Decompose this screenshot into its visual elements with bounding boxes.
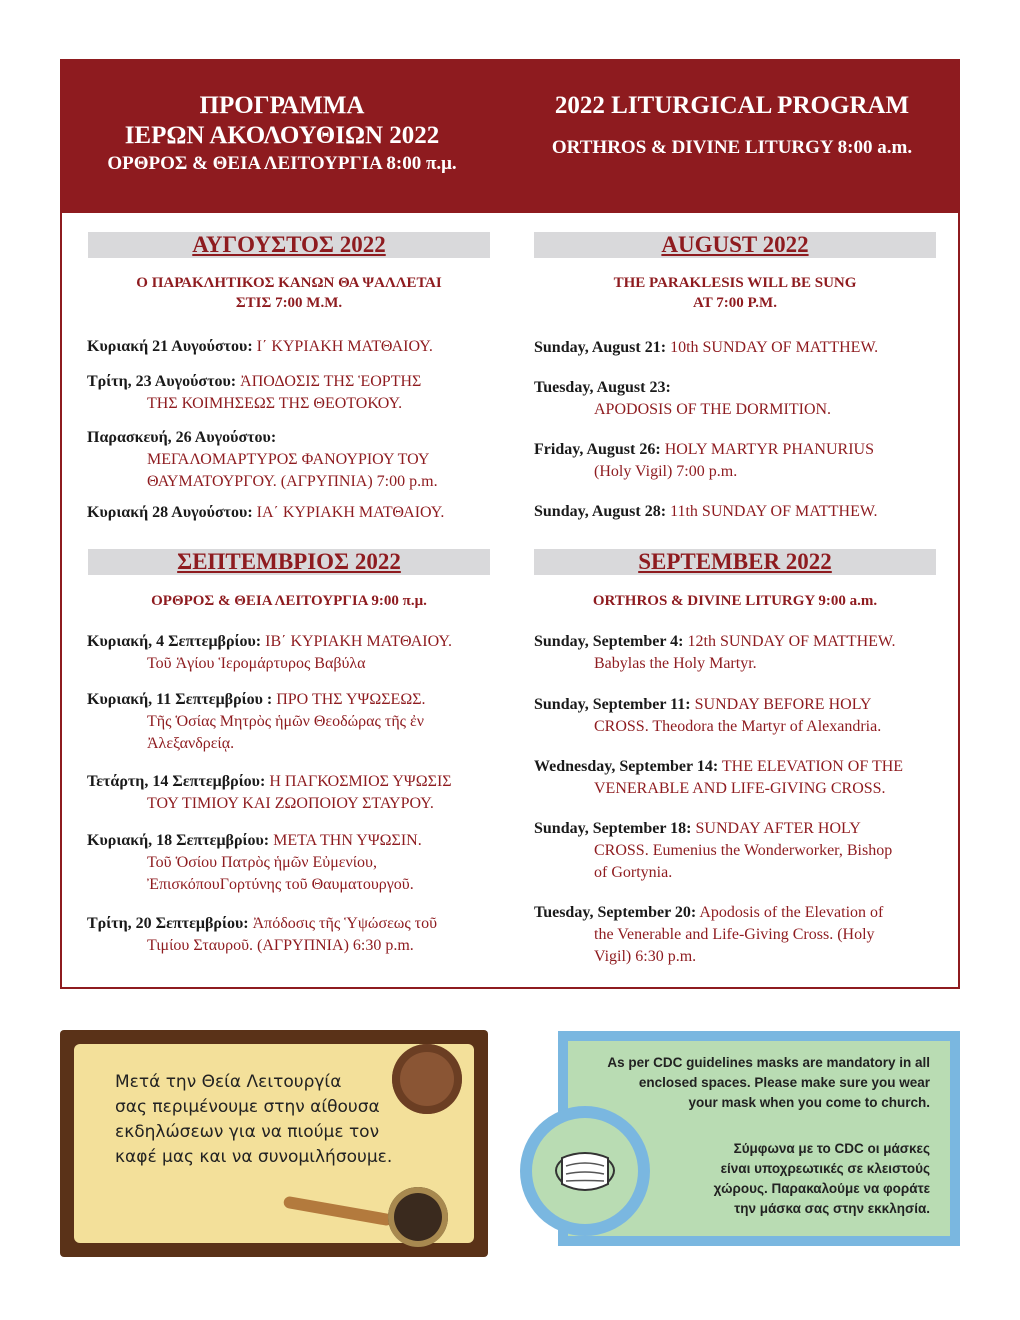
entry-continuation: ΤΗΣ ΚΟΙΜΗΣΕΩΣ ΤΗΣ ΘΕΟΤΟΚΟΥ.	[147, 395, 403, 412]
entry-continuation: Τοῦ Ὁσίου Πατρὸς ἡμῶν Εὐμενίου,	[147, 854, 377, 871]
mask-line: χώρους. Παρακαλούμε να φοράτε	[713, 1181, 930, 1196]
entry-text: 11th SUNDAY OF MATTHEW.	[670, 503, 878, 520]
entry-text: SUNDAY AFTER HOLY	[695, 820, 861, 837]
entry-text: SUNDAY BEFORE HOLY	[694, 696, 872, 713]
entry-continuation: Babylas the Holy Martyr.	[594, 655, 757, 672]
entry-date: Tuesday, August 23:	[534, 379, 671, 396]
entry-date: Wednesday, September 14:	[534, 758, 719, 775]
coffee-pot-icon	[388, 1187, 448, 1247]
coffee-message	[115, 1070, 415, 1170]
greek-title-line2: ΙΕΡΩΝ ΑΚΟΛΟΥΘΙΩΝ 2022	[124, 122, 440, 149]
list-item	[534, 694, 881, 738]
note-line: THE PARAKLESIS WILL BE SUNG	[613, 275, 857, 291]
entry-continuation: Τοῦ Ἁγίου Ἱερομάρτυρος Βαβύλα	[147, 655, 366, 672]
coffee-line: καφέ μας και να συνομιλήσουμε.	[115, 1147, 393, 1167]
list-item	[87, 830, 422, 896]
list-item	[534, 631, 896, 675]
greek-subtitle: ΟΡΘΡΟΣ & ΘΕΙΑ ΛΕΙΤΟΥΡΓΙΑ 8:00 π.μ.	[107, 153, 457, 174]
entry-date: Sunday, August 21:	[534, 339, 667, 356]
coffee-line: Μετά την Θεία Λειτουργία	[115, 1072, 342, 1092]
header-banner	[62, 61, 958, 213]
entry-date: Κυριακή, 11 Σεπτεμβρίου :	[87, 691, 273, 708]
mask-line: enclosed spaces. Please make sure you wear	[638, 1075, 930, 1090]
greek-september-heading: ΣΕΠΤΕΜΒΡΙΟΣ 2022	[88, 549, 490, 575]
entry-continuation: of Gortynia.	[594, 864, 673, 881]
mask-line: your mask when you come to church.	[688, 1095, 930, 1110]
entry-continuation: the Venerable and Life-Giving Cross. (Holy	[594, 926, 875, 943]
entry-text: Apodosis of the Elevation of	[699, 904, 884, 921]
entry-text: THE ELEVATION OF THE	[721, 758, 904, 775]
coffee-line: εκδηλώσεων για να πιούμε τον	[115, 1122, 380, 1142]
english-subtitle: ORTHROS & DIVINE LITURGY 8:00 a.m.	[551, 137, 913, 158]
list-item	[87, 502, 444, 524]
list-item	[87, 631, 452, 675]
entry-continuation: VENERABLE AND LIFE-GIVING CROSS.	[594, 780, 886, 797]
greek-august-note	[88, 273, 490, 313]
entry-continuation: CROSS. Eumenius the Wonderworker, Bishop	[594, 842, 893, 859]
note-line: Ο ΠΑΡΑΚΛΗΤΙΚΟΣ ΚΑΝΩΝ ΘΑ ΨΑΛΛΕΤΑΙ	[136, 275, 442, 291]
greek-title-line1: ΠΡΟΓΡΑΜΜΑ	[199, 92, 365, 119]
entry-text: ἈΠΟΔΟΣΙΣ ΤΗΣ ἙΟΡΤΗΣ	[240, 373, 422, 390]
entry-date: Τρίτη, 20 Σεπτεμβρίου:	[87, 915, 249, 932]
entry-text: 12th SUNDAY OF MATTHEW.	[687, 633, 896, 650]
entry-text: 10th SUNDAY OF MATTHEW.	[670, 339, 879, 356]
english-title-block	[512, 91, 952, 161]
entry-date: Sunday, September 11:	[534, 696, 691, 713]
entry-text: Η ΠΑΓΚΟΣΜΙΟΣ ΥΨΩΣΙΣ	[269, 773, 452, 790]
entry-date: Τετάρτη, 14 Σεπτεμβρίου:	[87, 773, 266, 790]
entry-continuation: ΤΟΥ ΤΙΜΙΟΥ ΚΑΙ ΖΩΟΠΟΙΟΥ ΣΤΑΥΡΟΥ.	[147, 795, 434, 812]
entry-date: Sunday, August 28:	[534, 503, 667, 520]
list-item	[87, 913, 437, 957]
entry-continuation: APODOSIS OF THE DORMITION.	[594, 401, 832, 418]
greek-title-block	[62, 91, 502, 177]
entry-date: Sunday, September 4:	[534, 633, 684, 650]
program-frame	[60, 59, 960, 989]
list-item	[534, 501, 878, 523]
entry-date: Κυριακή, 18 Σεπτεμβρίου:	[87, 832, 270, 849]
entry-text: ΙΒ΄ ΚΥΡΙΑΚΗ ΜΑΤΘΑΙΟΥ.	[265, 633, 452, 650]
entry-continuation: CROSS. Theodora the Martyr of Alexandria.	[594, 718, 882, 735]
entry-date: Friday, August 26:	[534, 441, 661, 458]
mask-notice-greek	[690, 1139, 930, 1219]
list-item	[534, 756, 903, 800]
mask-badge-inner	[532, 1118, 638, 1224]
list-item	[534, 377, 831, 421]
list-item	[534, 902, 883, 968]
entry-continuation: Ἀλεξανδρείᾳ.	[147, 735, 235, 752]
entry-date: Κυριακή 28 Αυγούστου:	[87, 504, 253, 521]
english-title: 2022 LITURGICAL PROGRAM	[554, 92, 910, 119]
entry-date: Παρασκευή, 26 Αυγούστου:	[87, 429, 277, 446]
face-mask-icon	[532, 1118, 638, 1224]
entry-text: Ἀπόδοσις τῆς Ὑψώσεως τοῦ	[252, 915, 438, 932]
list-item	[534, 337, 878, 359]
coffee-hour-card	[60, 1030, 488, 1257]
entry-date: Tuesday, September 20:	[534, 904, 697, 921]
coffee-line: σας περιμένουμε στην αίθουσα	[115, 1097, 380, 1117]
english-september-heading: SEPTEMBER 2022	[534, 549, 936, 575]
mask-line: As per CDC guidelines masks are mandatory in all	[607, 1055, 930, 1070]
entry-continuation: (Holy Vigil) 7:00 p.m.	[594, 463, 738, 480]
mask-notice-english	[580, 1053, 930, 1113]
entry-text: ΠΡΟ ΤΗΣ ΥΨΩΣΕΩΣ.	[276, 691, 426, 708]
entry-continuation: Τῆς Ὁσίας Μητρὸς ἡμῶν Θεοδώρας τῆς ἐν	[147, 713, 424, 730]
entry-date: Sunday, September 18:	[534, 820, 692, 837]
entry-text: HOLY MARTYR PHANURIUS	[664, 441, 874, 458]
entry-continuation: Vigil) 6:30 p.m.	[594, 948, 697, 965]
entry-continuation: ΜΕΓΑΛΟΜΑΡΤΥΡΟΣ ΦΑΝΟΥΡΙΟΥ ΤΟΥ	[147, 451, 430, 468]
list-item	[87, 427, 438, 493]
list-item	[87, 371, 421, 415]
mask-line: την μάσκα σας στην εκκλησία.	[734, 1201, 930, 1216]
list-item	[87, 771, 452, 815]
entry-text: Ι΄ ΚΥΡΙΑΚΗ ΜΑΤΘΑΙΟΥ.	[256, 338, 433, 355]
entry-date: Κυριακή, 4 Σεπτεμβρίου:	[87, 633, 262, 650]
entry-continuation: ΘΑΥΜΑΤΟΥΡΓΟΥ. (ΑΓΡΥΠΝΙΑ) 7:00 p.m.	[147, 473, 438, 490]
greek-september-note: ΟΡΘΡΟΣ & ΘΕΙΑ ΛΕΙΤΟΥΡΓΙΑ 9:00 π.μ.	[151, 593, 427, 609]
mask-line: είναι υποχρεωτικές σε κλειστούς	[720, 1161, 930, 1176]
list-item	[534, 818, 892, 884]
entry-text: ΜΕΤΑ ΤΗΝ ΥΨΩΣΙΝ.	[273, 832, 422, 849]
english-august-note	[534, 273, 936, 313]
list-item	[87, 689, 426, 755]
english-september-note: ORTHROS & DIVINE LITURGY 9:00 a.m.	[592, 593, 878, 609]
entry-text: ΙΑ΄ ΚΥΡΙΑΚΗ ΜΑΤΘΑΙΟΥ.	[256, 504, 445, 521]
entry-continuation: ἘπισκόπουΓορτύνης τοῦ Θαυματουργοῦ.	[147, 876, 414, 893]
list-item	[87, 336, 433, 358]
entry-continuation: Τιμίου Σταυροῦ. (ΑΓΡΥΠΝΙΑ) 6:30 p.m.	[147, 937, 414, 954]
mask-line: Σύμφωνα με το CDC οι μάσκες	[733, 1141, 930, 1156]
note-line: AT 7:00 P.M.	[693, 295, 777, 311]
entry-date: Κυριακή 21 Αυγούστου:	[87, 338, 253, 355]
list-item	[534, 439, 874, 483]
greek-august-heading: ΑΥΓΟΥΣΤΟΣ 2022	[88, 232, 490, 258]
mask-badge	[520, 1106, 650, 1236]
english-august-heading: AUGUST 2022	[534, 232, 936, 258]
note-line: ΣΤΙΣ 7:00 Μ.Μ.	[235, 295, 343, 311]
entry-date: Τρίτη, 23 Αυγούστου:	[87, 373, 237, 390]
